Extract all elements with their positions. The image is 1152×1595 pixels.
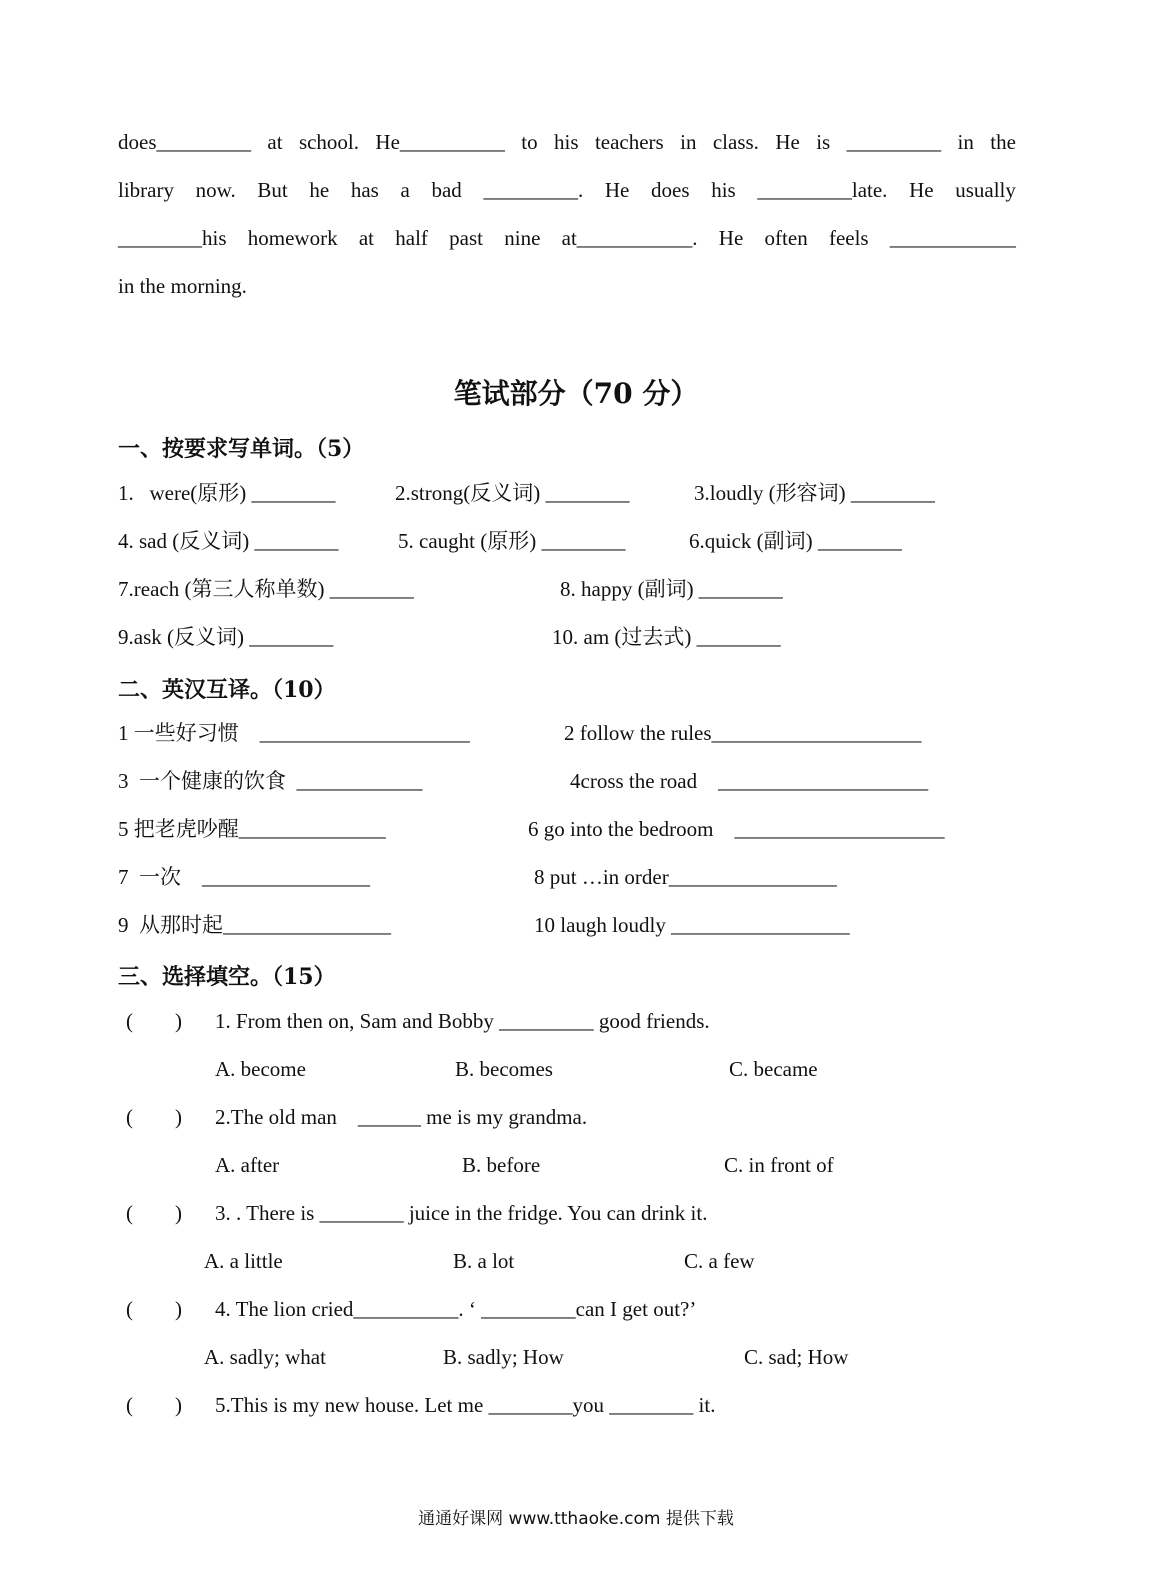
passage-word: to bbox=[521, 130, 538, 154]
passage-word: class. bbox=[712, 130, 759, 154]
question-1: 1. From then on, Sam and Bobby _________ good friends. bbox=[215, 1009, 710, 1033]
question-2: 2.The old man ______ me is my grandma. bbox=[215, 1105, 588, 1129]
s2-item-7: 7 一次 ________________ bbox=[118, 865, 370, 889]
q4-option-a: A. sadly; what bbox=[204, 1345, 326, 1369]
section-3-heading: 三、选择填空。（15） bbox=[118, 964, 336, 990]
passage-word: does bbox=[651, 178, 690, 202]
q1-option-a: A. become bbox=[215, 1057, 306, 1081]
s1-item-2: 2.strong(反义词) ________ bbox=[395, 481, 630, 505]
page-title: 笔试部分（70 分） bbox=[453, 377, 699, 410]
s2-item-1: 1 一些好习惯 ____________________ bbox=[118, 721, 470, 745]
s2-item-5: 5 把老虎吵醒______________ bbox=[118, 817, 386, 841]
q3-option-b: B. a lot bbox=[453, 1249, 515, 1273]
s1-item-6: 6.quick (副词) ________ bbox=[689, 529, 902, 553]
s2-item-6: 6 go into the bedroom ____________________ bbox=[528, 817, 945, 841]
q2-option-b: B. before bbox=[462, 1153, 541, 1177]
passage-word: is bbox=[816, 130, 831, 154]
passage-word: _________late. bbox=[757, 178, 888, 202]
answer-paren-5: ( ) bbox=[126, 1393, 182, 1417]
q3-option-c: C. a few bbox=[684, 1249, 755, 1273]
q1-option-c: C. became bbox=[729, 1057, 818, 1081]
question-3: 3. . There is ________ juice in the fridge. You can drink it. bbox=[215, 1201, 708, 1225]
passage-line-1 bbox=[118, 132, 1016, 153]
question-4: 4. The lion cried__________. ‘ _________can I get out?’ bbox=[215, 1297, 697, 1321]
passage-line-4: in the morning. bbox=[118, 274, 247, 298]
section-1-heading: 一、按要求写单词。（5） bbox=[118, 436, 365, 462]
s2-item-4: 4cross the road ____________________ bbox=[570, 769, 929, 793]
q2-option-c: C. in front of bbox=[724, 1153, 834, 1177]
s1-item-5: 5. caught (原形) ________ bbox=[398, 529, 626, 553]
passage-word: ________his bbox=[118, 226, 227, 250]
passage-word: his bbox=[711, 178, 736, 202]
s2-item-2: 2 follow the rules____________________ bbox=[564, 721, 922, 745]
passage-word: _________ bbox=[846, 130, 942, 154]
passage-word: library bbox=[118, 178, 174, 202]
passage-word: in bbox=[680, 130, 697, 154]
passage-line-2 bbox=[118, 180, 1016, 201]
passage-word: He bbox=[604, 178, 630, 202]
passage-word: has bbox=[350, 178, 379, 202]
passage-word: feels bbox=[828, 226, 869, 250]
question-5: 5.This is my new house. Let me ________you ________ it. bbox=[215, 1393, 716, 1417]
passage-word: he bbox=[309, 178, 330, 202]
s2-item-3: 3 一个健康的饮食 ____________ bbox=[118, 769, 423, 793]
passage-word: teachers bbox=[594, 130, 664, 154]
passage-word: does_________ bbox=[118, 130, 251, 154]
passage-word: He bbox=[909, 178, 934, 202]
passage-word: nine bbox=[504, 226, 541, 250]
passage-word: often bbox=[764, 226, 808, 250]
passage-word: at___________. bbox=[561, 226, 698, 250]
passage-word: usually bbox=[955, 178, 1016, 202]
page-footer: 通通好课网 www.tthaoke.com 提供下载 bbox=[418, 1509, 734, 1529]
q1-option-b: B. becomes bbox=[455, 1057, 553, 1081]
answer-paren-4: ( ) bbox=[126, 1297, 182, 1321]
q4-option-b: B. sadly; How bbox=[443, 1345, 564, 1369]
answer-paren-3: ( ) bbox=[126, 1201, 182, 1225]
passage-word: _________. bbox=[483, 178, 584, 202]
passage-word: bad bbox=[431, 178, 462, 202]
q2-option-a: A. after bbox=[215, 1153, 280, 1177]
answer-paren-1: ( ) bbox=[126, 1009, 182, 1033]
passage-word: the bbox=[990, 130, 1016, 154]
passage-word: past bbox=[449, 226, 483, 250]
passage-word: He bbox=[775, 130, 800, 154]
s1-item-10: 10. am (过去式) ________ bbox=[552, 625, 781, 649]
q3-option-a: A. a little bbox=[204, 1249, 283, 1273]
passage-word: at bbox=[358, 226, 374, 250]
s1-item-9: 9.ask (反义词) ________ bbox=[118, 625, 334, 649]
answer-paren-2: ( ) bbox=[126, 1105, 182, 1129]
passage-word: He__________ bbox=[375, 130, 505, 154]
passage-line-3 bbox=[118, 228, 1016, 249]
s1-item-1: 1. were(原形) ________ bbox=[118, 481, 336, 505]
section-2-heading: 二、英汉互译。（10） bbox=[118, 677, 336, 703]
passage-word: He bbox=[718, 226, 744, 250]
s1-item-4: 4. sad (反义词) ________ bbox=[118, 529, 339, 553]
passage-word: his bbox=[554, 130, 579, 154]
s1-item-8: 8. happy (副词) ________ bbox=[560, 577, 783, 601]
s1-item-7: 7.reach (第三人称单数) ________ bbox=[118, 577, 414, 601]
s1-item-3: 3.loudly (形容词) ________ bbox=[694, 481, 935, 505]
q4-option-c: C. sad; How bbox=[744, 1345, 849, 1369]
passage-word: homework bbox=[247, 226, 338, 250]
s2-item-8: 8 put …in order________________ bbox=[534, 865, 837, 889]
passage-word: But bbox=[257, 178, 288, 202]
passage-word: half bbox=[395, 226, 428, 250]
passage-word: in bbox=[957, 130, 974, 154]
passage-word: a bbox=[400, 178, 410, 202]
passage-word: ____________ bbox=[889, 226, 1016, 250]
passage-word: now. bbox=[195, 178, 236, 202]
passage-word: school. bbox=[298, 130, 360, 154]
s2-item-9: 9 从那时起________________ bbox=[118, 913, 391, 937]
s2-item-10: 10 laugh loudly _________________ bbox=[534, 913, 850, 937]
passage-word: at bbox=[267, 130, 283, 154]
